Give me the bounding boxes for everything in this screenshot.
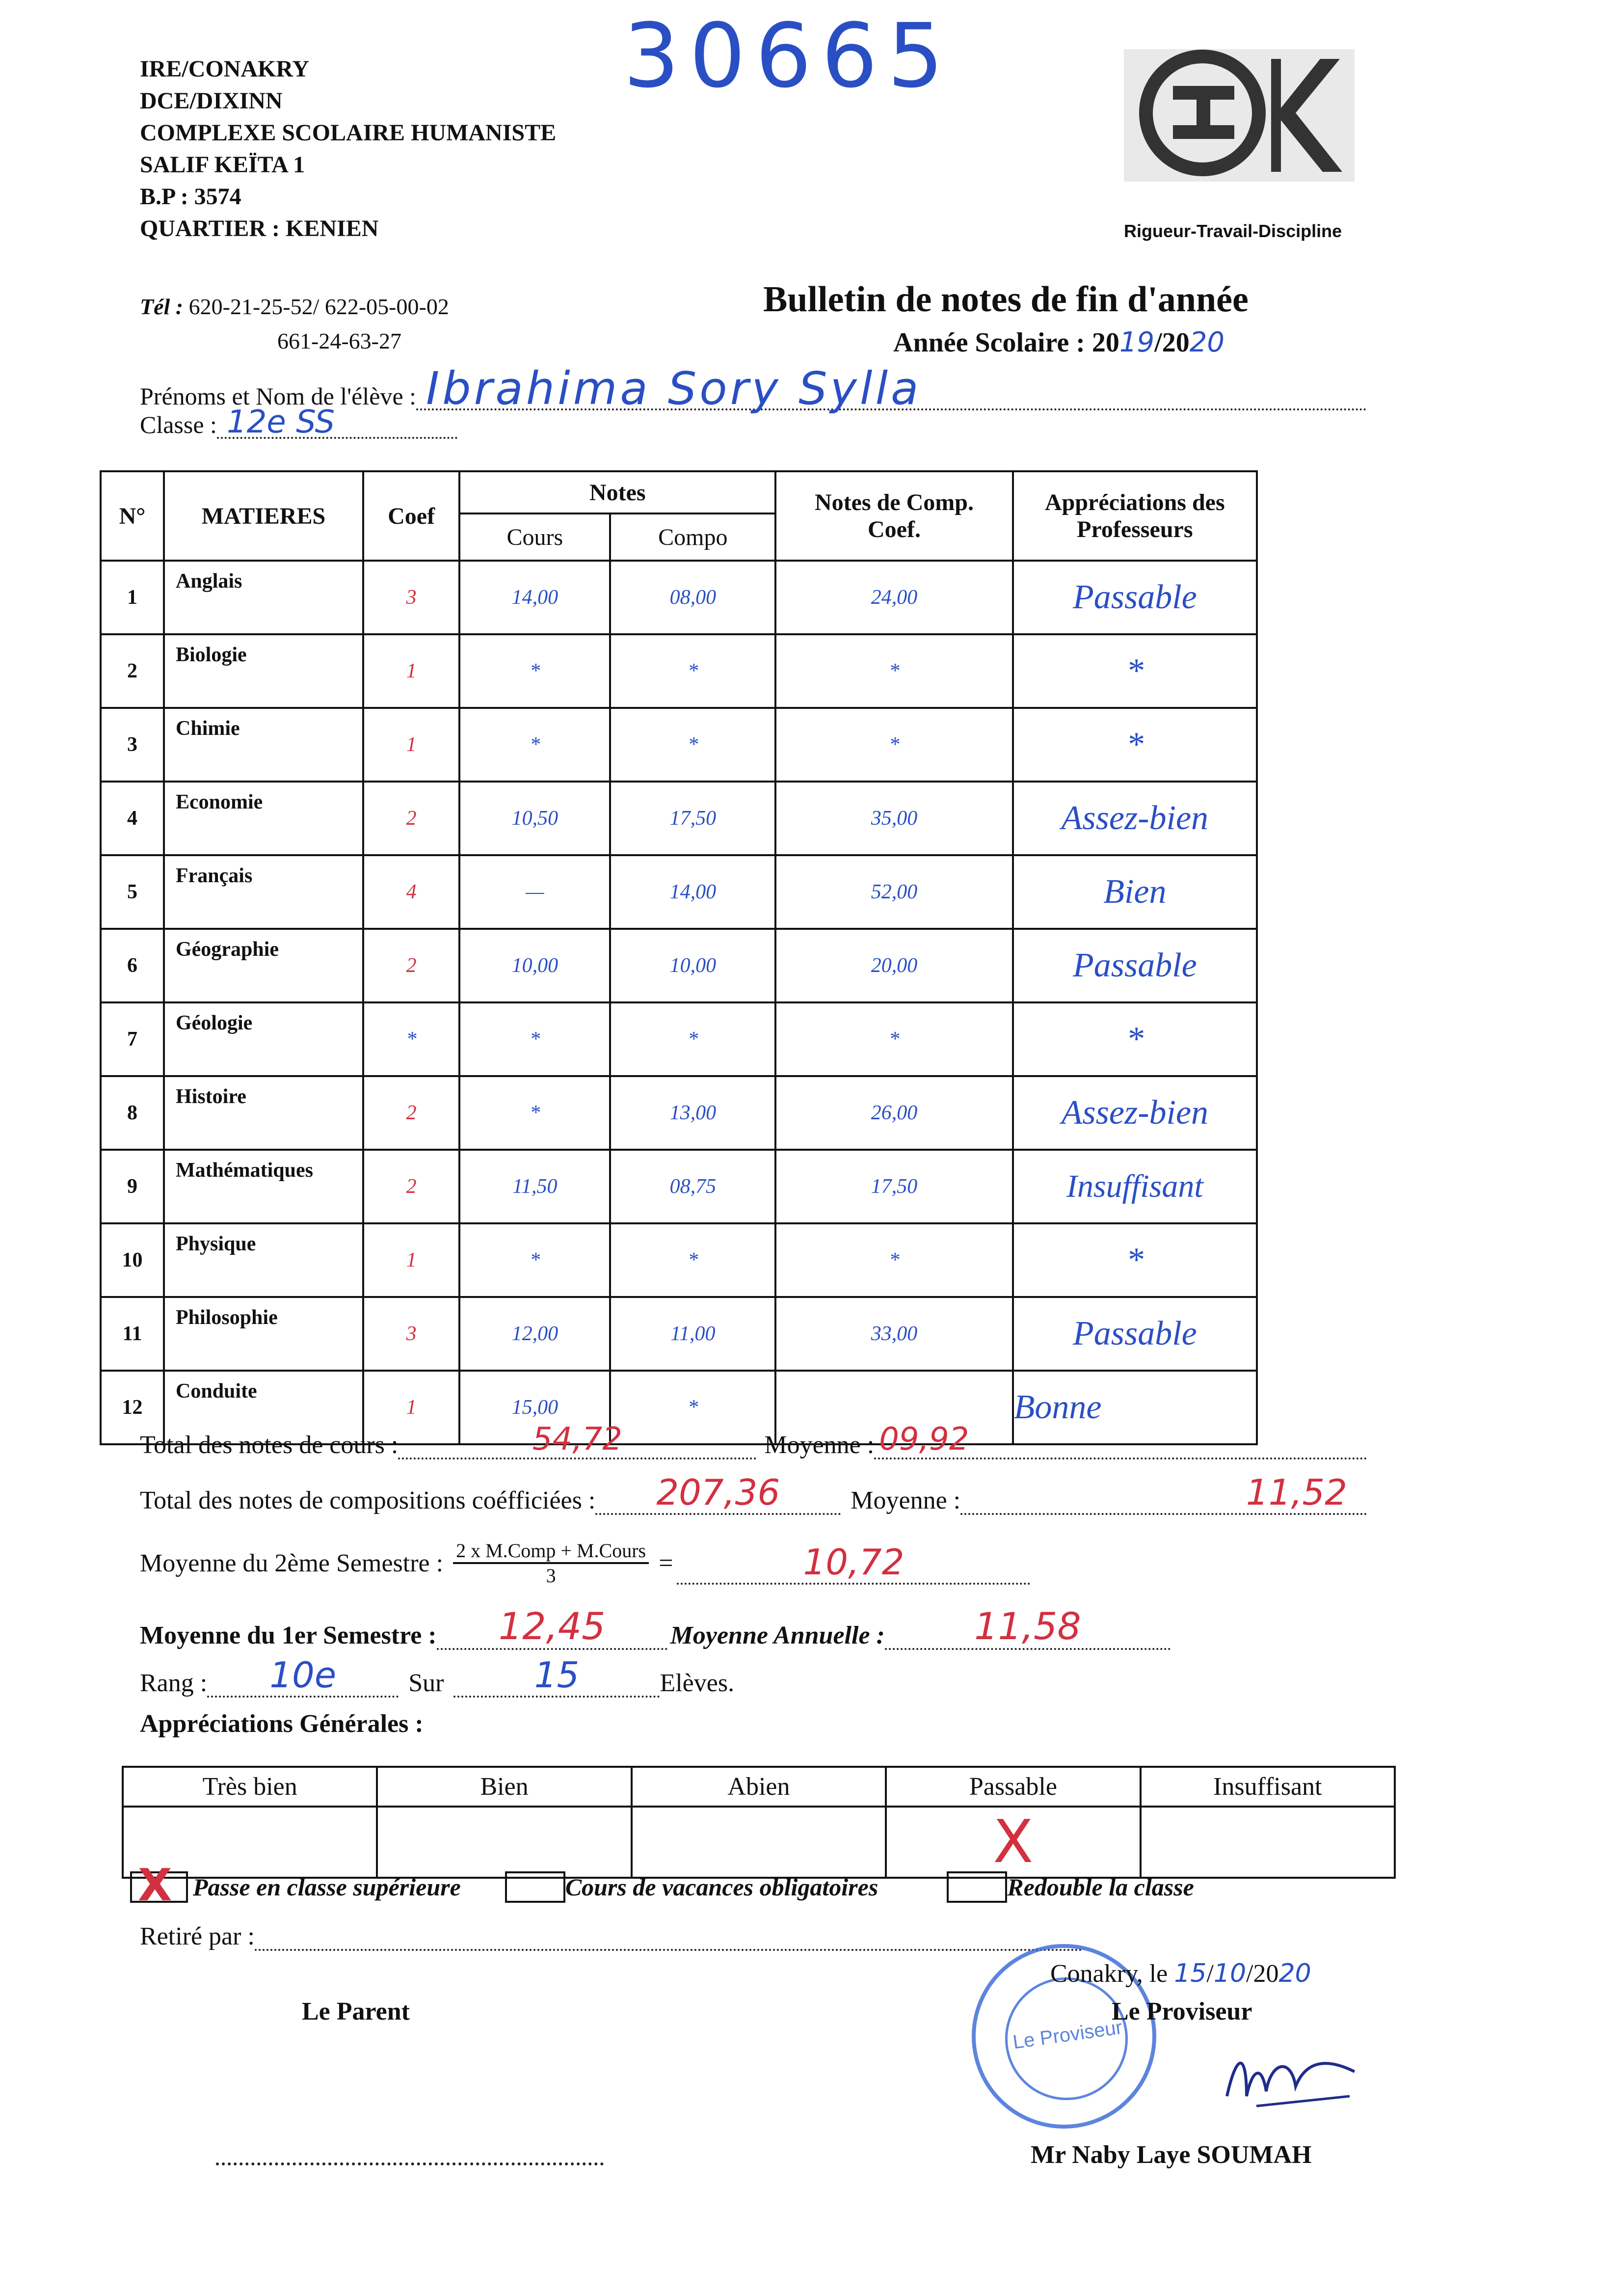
phone-numbers-2: 661-24-63-27 bbox=[277, 328, 401, 353]
table-row bbox=[101, 634, 1257, 708]
sur-label: Sur bbox=[408, 1669, 444, 1697]
col-header-cours: Cours bbox=[459, 513, 610, 561]
appreciation-value: * bbox=[1013, 1002, 1257, 1076]
compo-value: 10,00 bbox=[610, 929, 775, 1002]
total-comp-label: Total des notes de compositions coéfficiées : bbox=[140, 1486, 596, 1514]
row-num: 3 bbox=[101, 708, 164, 782]
col-header-appreciation: Appréciations des Professeurs bbox=[1013, 471, 1257, 561]
comp-coef-value: * bbox=[775, 708, 1012, 782]
coef-value: 3 bbox=[363, 1297, 459, 1371]
coef-value: * bbox=[363, 1002, 459, 1076]
col-header-notes: Notes bbox=[459, 471, 775, 513]
total-cours-value: 54,72 bbox=[398, 1421, 756, 1459]
table-row bbox=[101, 1076, 1257, 1150]
comp-coef-value: * bbox=[775, 1223, 1012, 1297]
col-header-subject: MATIERES bbox=[164, 471, 363, 561]
annual-value: 11,58 bbox=[885, 1604, 1171, 1650]
appr-col-abien: Abien bbox=[632, 1767, 886, 1807]
semester2-formula bbox=[453, 1539, 649, 1587]
semester1-label: Moyenne du 1er Semestre : bbox=[140, 1621, 437, 1649]
moyenne-label: Moyenne : bbox=[851, 1486, 961, 1514]
compo-value: * bbox=[610, 1223, 775, 1297]
formula-numerator: 2 x M.Comp + M.Cours bbox=[453, 1539, 649, 1564]
cours-value: — bbox=[459, 855, 610, 929]
cours-value: 15,00 bbox=[459, 1371, 610, 1444]
formula-denominator: 3 bbox=[546, 1565, 556, 1587]
coef-value: 1 bbox=[363, 1223, 459, 1297]
compo-value: * bbox=[610, 634, 775, 708]
table-row bbox=[101, 1223, 1257, 1297]
moyenne-label: Moyenne : bbox=[764, 1431, 875, 1459]
subject-name: Conduite bbox=[164, 1371, 363, 1444]
appreciation-value: Passable bbox=[1013, 1297, 1257, 1371]
retire-field[interactable] bbox=[255, 1929, 1082, 1951]
header-line: QUARTIER : KENIEN bbox=[140, 216, 379, 242]
parent-signature-line[interactable] bbox=[216, 2162, 604, 2165]
header-line: COMPLEXE SCOLAIRE HUMANISTE bbox=[140, 120, 557, 146]
school-year bbox=[893, 326, 1224, 358]
coef-value: 2 bbox=[363, 782, 459, 855]
table-row bbox=[101, 1150, 1257, 1223]
appreciation-value: Assez-bien bbox=[1013, 782, 1257, 855]
moyenne-comp-value: 11,52 bbox=[960, 1472, 1367, 1515]
coef-value: 4 bbox=[363, 855, 459, 929]
subject-name: Philosophie bbox=[164, 1297, 363, 1371]
coef-value: 1 bbox=[363, 634, 459, 708]
table-row bbox=[101, 1002, 1257, 1076]
compo-value: 08,75 bbox=[610, 1150, 775, 1223]
moyenne-cours-value: 09,92 bbox=[874, 1421, 1367, 1459]
phone-label: Tél : bbox=[140, 294, 184, 319]
subject-name: Chimie bbox=[164, 708, 363, 782]
appr-col-bien: Bien bbox=[377, 1767, 631, 1807]
comp-coef-value: 20,00 bbox=[775, 929, 1012, 1002]
student-class-label: Classe : bbox=[140, 411, 217, 438]
grades-table bbox=[100, 470, 1258, 1445]
total-comp-row bbox=[140, 1472, 1367, 1515]
decision-checkbox-vacances[interactable] bbox=[505, 1871, 565, 1903]
school-motto: Rigueur-Travail-Discipline bbox=[1124, 221, 1342, 241]
coef-value: 1 bbox=[363, 708, 459, 782]
appreciation-value: Bonne bbox=[1013, 1371, 1257, 1444]
subject-name: Géologie bbox=[164, 1002, 363, 1076]
header-line: IRE/CONAKRY bbox=[140, 56, 309, 82]
appreciation-value: Insuffisant bbox=[1013, 1150, 1257, 1223]
appr-cell[interactable] bbox=[1141, 1807, 1395, 1878]
comp-coef-value: * bbox=[775, 634, 1012, 708]
cours-value: * bbox=[459, 1002, 610, 1076]
cours-value: 10,50 bbox=[459, 782, 610, 855]
proviseur-signature bbox=[1217, 2042, 1364, 2118]
comp-coef-value: 24,00 bbox=[775, 561, 1012, 634]
col-header-comp-coef: Notes de Comp. Coef. bbox=[775, 471, 1012, 561]
rank-row bbox=[140, 1654, 734, 1698]
place-date-label: Conakry, le bbox=[1050, 1960, 1168, 1988]
decision-checkbox-redouble[interactable] bbox=[947, 1871, 1007, 1903]
row-num: 8 bbox=[101, 1076, 164, 1150]
subject-name: Français bbox=[164, 855, 363, 929]
stamp-text: Le Proviseur bbox=[1011, 2016, 1124, 2053]
appreciation-value: * bbox=[1013, 708, 1257, 782]
proviseur-label: Le Proviseur bbox=[1112, 1998, 1252, 2026]
student-name-label: Prénoms et Nom de l'élève : bbox=[140, 382, 417, 410]
subject-name: Histoire bbox=[164, 1076, 363, 1150]
appreciation-value: Assez-bien bbox=[1013, 1076, 1257, 1150]
decision-label-redouble: Redouble la classe bbox=[1007, 1873, 1194, 1901]
subject-name: Biologie bbox=[164, 634, 363, 708]
cours-value: * bbox=[459, 1076, 610, 1150]
rank-label: Rang : bbox=[140, 1669, 208, 1697]
parent-label: Le Parent bbox=[302, 1998, 410, 2026]
table-row bbox=[101, 708, 1257, 782]
compo-value: 17,50 bbox=[610, 782, 775, 855]
table-row bbox=[101, 855, 1257, 929]
coef-value: 3 bbox=[363, 561, 459, 634]
row-num: 7 bbox=[101, 1002, 164, 1076]
coef-value: 2 bbox=[363, 1076, 459, 1150]
school-year-value-2: 20 bbox=[1189, 326, 1224, 358]
decision-row bbox=[130, 1860, 1194, 1911]
appreciation-value: Bien bbox=[1013, 855, 1257, 929]
compo-value: * bbox=[610, 1371, 775, 1444]
header-line: B.P : 3574 bbox=[140, 184, 241, 210]
comp-coef-value: 33,00 bbox=[775, 1297, 1012, 1371]
compo-value: 14,00 bbox=[610, 855, 775, 929]
phone-numbers-1: 620-21-25-52/ 622-05-00-02 bbox=[188, 294, 449, 319]
equals-sign: = bbox=[659, 1549, 673, 1577]
cours-value: * bbox=[459, 708, 610, 782]
retire-row bbox=[140, 1922, 1082, 1951]
table-row bbox=[101, 1297, 1257, 1371]
compo-value: 11,00 bbox=[610, 1297, 775, 1371]
coef-value: 1 bbox=[363, 1371, 459, 1444]
appr-col-passable: Passable bbox=[886, 1767, 1140, 1807]
appreciations-table bbox=[122, 1766, 1396, 1879]
date-day: 15 bbox=[1174, 1959, 1207, 1988]
header-line: DCE/DIXINN bbox=[140, 88, 283, 114]
appreciation-value: * bbox=[1013, 634, 1257, 708]
total-cours-label: Total des notes de cours : bbox=[140, 1431, 399, 1459]
compo-value: * bbox=[610, 708, 775, 782]
student-name-value: Ibrahima Sory Sylla bbox=[416, 369, 1367, 410]
appreciation-value: Passable bbox=[1013, 929, 1257, 1002]
subject-name: Economie bbox=[164, 782, 363, 855]
semester2-label: Moyenne du 2ème Semestre : bbox=[140, 1549, 444, 1577]
compo-value: 08,00 bbox=[610, 561, 775, 634]
coef-value: 2 bbox=[363, 929, 459, 1002]
row-num: 11 bbox=[101, 1297, 164, 1371]
compo-value: * bbox=[610, 1002, 775, 1076]
school-year-label: Année Scolaire : 20 bbox=[893, 327, 1119, 358]
appreciation-value: * bbox=[1013, 1223, 1257, 1297]
retire-label: Retiré par : bbox=[140, 1922, 255, 1950]
decision-label-vacances: Cours de vacances obligatoires bbox=[565, 1873, 878, 1901]
appreciations-title: Appréciations Générales : bbox=[140, 1710, 424, 1738]
comp-coef-value: 17,50 bbox=[775, 1150, 1012, 1223]
semester1-row bbox=[140, 1604, 1171, 1650]
cours-value: 11,50 bbox=[459, 1150, 610, 1223]
signer-name: Mr Naby Laye SOUMAH bbox=[1031, 2141, 1312, 2169]
cours-value: * bbox=[459, 634, 610, 708]
row-num: 4 bbox=[101, 782, 164, 855]
date-month: 10 bbox=[1213, 1959, 1247, 1988]
subject-name: Géographie bbox=[164, 929, 363, 1002]
eleves-label: Elèves. bbox=[660, 1669, 735, 1697]
school-header bbox=[140, 53, 556, 244]
col-header-coef: Coef bbox=[363, 471, 459, 561]
col-header-compo: Compo bbox=[610, 513, 775, 561]
subject-name: Mathématiques bbox=[164, 1150, 363, 1223]
phone-line bbox=[140, 294, 449, 320]
decision-checkbox-pass[interactable] bbox=[130, 1860, 188, 1911]
appr-col-tres-bien: Très bien bbox=[123, 1767, 377, 1807]
school-year-value-1: 19 bbox=[1119, 326, 1155, 358]
appreciation-value: Passable bbox=[1013, 561, 1257, 634]
appr-col-insuffisant: Insuffisant bbox=[1141, 1767, 1395, 1807]
sur-value: 15 bbox=[453, 1654, 660, 1698]
comp-coef-value: 52,00 bbox=[775, 855, 1012, 929]
subject-name: Anglais bbox=[164, 561, 363, 634]
table-row bbox=[101, 561, 1257, 634]
semester1-value: 12,45 bbox=[437, 1604, 667, 1650]
semester2-row bbox=[140, 1539, 1030, 1587]
date-row: Conakry, le 15/10/2020 bbox=[1050, 1959, 1311, 1988]
row-num: 1 bbox=[101, 561, 164, 634]
school-logo bbox=[1124, 39, 1355, 187]
student-class-value: 12e SS bbox=[217, 407, 457, 439]
appr-cell[interactable] bbox=[377, 1807, 631, 1878]
cours-value: 14,00 bbox=[459, 561, 610, 634]
school-year-sep: /20 bbox=[1154, 327, 1190, 358]
annual-label: Moyenne Annuelle : bbox=[670, 1621, 885, 1649]
document-title: Bulletin de notes de fin d'année bbox=[763, 279, 1249, 320]
col-header-num: N° bbox=[101, 471, 164, 561]
date-year-prefix: /20 bbox=[1246, 1960, 1279, 1988]
row-num: 2 bbox=[101, 634, 164, 708]
compo-value: 13,00 bbox=[610, 1076, 775, 1150]
file-number: 30665 bbox=[623, 5, 954, 108]
row-num: 6 bbox=[101, 929, 164, 1002]
date-year: 20 bbox=[1278, 1959, 1311, 1988]
rank-value: 10e bbox=[207, 1654, 399, 1698]
row-num: 5 bbox=[101, 855, 164, 929]
row-num: 10 bbox=[101, 1223, 164, 1297]
cours-value: 12,00 bbox=[459, 1297, 610, 1371]
coef-value: 2 bbox=[363, 1150, 459, 1223]
appr-passable-mark[interactable]: X bbox=[886, 1807, 1140, 1878]
comp-coef-value: 35,00 bbox=[775, 782, 1012, 855]
row-num: 12 bbox=[101, 1371, 164, 1444]
row-num: 9 bbox=[101, 1150, 164, 1223]
subject-name: Physique bbox=[164, 1223, 363, 1297]
appr-cell[interactable] bbox=[632, 1807, 886, 1878]
comp-coef-value: 26,00 bbox=[775, 1076, 1012, 1150]
student-class-row bbox=[140, 404, 457, 440]
header-line: SALIF KEÏTA 1 bbox=[140, 152, 305, 178]
semester2-value: 10,72 bbox=[677, 1541, 1030, 1585]
total-cours-row bbox=[140, 1421, 1367, 1459]
cours-value: * bbox=[459, 1223, 610, 1297]
decision-check-mark: X bbox=[138, 1860, 172, 1911]
cours-value: 10,00 bbox=[459, 929, 610, 1002]
decision-label-pass: Passe en classe supérieure bbox=[193, 1873, 461, 1901]
table-row bbox=[101, 782, 1257, 855]
table-row bbox=[101, 929, 1257, 1002]
comp-coef-value: * bbox=[775, 1002, 1012, 1076]
total-comp-value: 207,36 bbox=[595, 1472, 841, 1515]
